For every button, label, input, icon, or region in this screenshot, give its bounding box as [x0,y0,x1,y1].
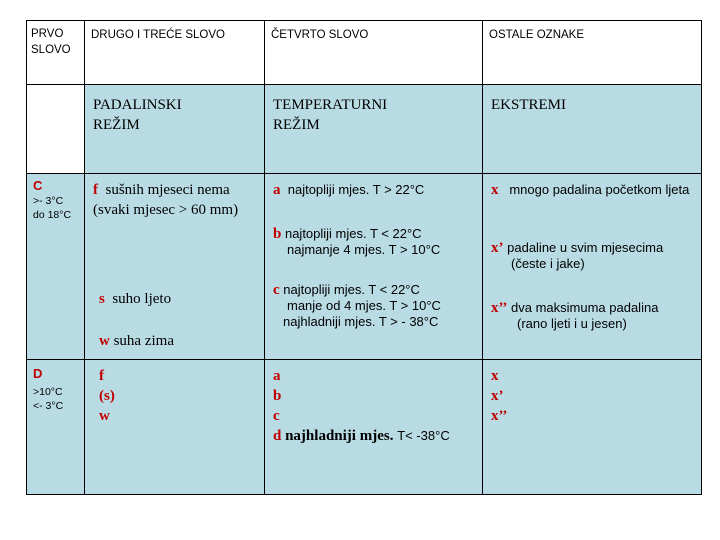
header-cell-first-letter [27,21,85,85]
c-line2: manje od 4 mjes. T > 10°C [287,298,441,313]
d-text: najhladniji mjes. [285,428,394,444]
title-cell-extremes [483,85,702,174]
d-letter-x: x [491,368,499,384]
f-text: sušnih mjeseci nema (svaki mjesec > 60 mm) [93,182,239,218]
d-range-line2: <- 3°C [33,400,64,412]
title-temperature-regime: TEMPERATURNI REŽIM [273,97,388,133]
d-letter-a: a [273,368,281,384]
title-cell-precipitation [85,85,265,174]
header-cell-second-third [85,21,265,85]
c-range-line2: do 18°C [33,209,72,221]
a-text: najtopliji mjes. T > 22°C [287,182,425,197]
header-cell-fourth [265,21,483,85]
letter-s: s [99,291,105,307]
s-text: suho ljeto [112,291,172,307]
d-range-line1: >10°C [33,386,63,398]
row-d-first-cell [27,360,85,495]
row-d-temperature-cell [265,360,483,495]
row-c-extremes-cell [483,174,702,360]
row-c-first-cell [27,174,85,360]
x2-line1: dva maksimuma padalina [511,300,659,315]
header-cell-other [483,21,702,85]
climate-classification-table [26,20,702,495]
w-definition [99,331,174,351]
d-letter-s: (s) [99,388,115,404]
d-letter-c: c [273,408,280,424]
b-line1: najtopliji mjes. T < 22°C [284,226,422,241]
d-value: T< -38°C [397,428,450,443]
x1-line1: padaline u svim mjesecima [507,240,664,255]
d-letter-x-prime: x’ [491,388,504,404]
s-definition [99,289,171,309]
b-definition [273,226,440,258]
d-definition [273,426,482,446]
f-definition [93,180,258,220]
x1-line2: (česte i jake) [511,256,585,271]
title-extremes: EKSTREMI [491,97,566,113]
header-first-letter: PRVO SLOVO [31,28,71,56]
letter-x-prime: x’ [491,240,504,256]
a-definition [273,182,424,198]
letter-w: w [99,333,110,349]
letter-x-double-prime: x’’ [491,300,508,316]
header-second-third-letter: DRUGO I TREĆE SLOVO [91,29,225,41]
letter-c: C [33,178,43,193]
c-definition [273,282,441,330]
letter-x: x [491,182,499,198]
letter-b: b [273,226,282,242]
row-c [27,174,702,360]
d-letter-b: b [273,388,282,404]
letter-f: f [93,182,98,198]
row-d-extremes-cell [483,360,702,495]
d-letter-w: w [99,408,110,424]
d-letter-f: f [99,368,104,384]
d-letter-x-double-prime: x’’ [491,408,508,424]
header-fourth-letter: ČETVRTO SLOVO [271,29,369,41]
w-text: suha zima [113,333,174,349]
row-d [27,360,702,495]
titles-row [27,85,702,174]
header-other-marks: OSTALE OZNAKE [489,29,585,41]
x1-definition [491,240,663,272]
titles-empty-cell [27,85,85,174]
b-line2: najmanje 4 mjes. T > 10°C [287,242,441,257]
c-line1: najtopliji mjes. T < 22°C [283,282,420,297]
x-text: mnogo padalina početkom ljeta [509,182,690,197]
x-definition [491,182,696,198]
c-line3: najhladniji mjes. T > - 38°C [283,314,439,329]
letter-c-temp: c [273,282,280,298]
x2-line2: (rano ljeti i u jesen) [517,316,627,331]
row-c-temperature-cell [265,174,483,360]
title-precipitation-regime: PADALINSKI REŽIM [93,97,182,133]
row-c-precipitation-cell [85,174,265,360]
letter-d: D [33,366,43,381]
letter-a: a [273,182,281,198]
d-letter-d: d [273,428,282,444]
x2-definition [491,300,658,332]
row-d-precipitation-cell [85,360,265,495]
header-row [27,21,702,85]
c-range-line1: >- 3°C [33,195,64,207]
title-cell-temperature [265,85,483,174]
